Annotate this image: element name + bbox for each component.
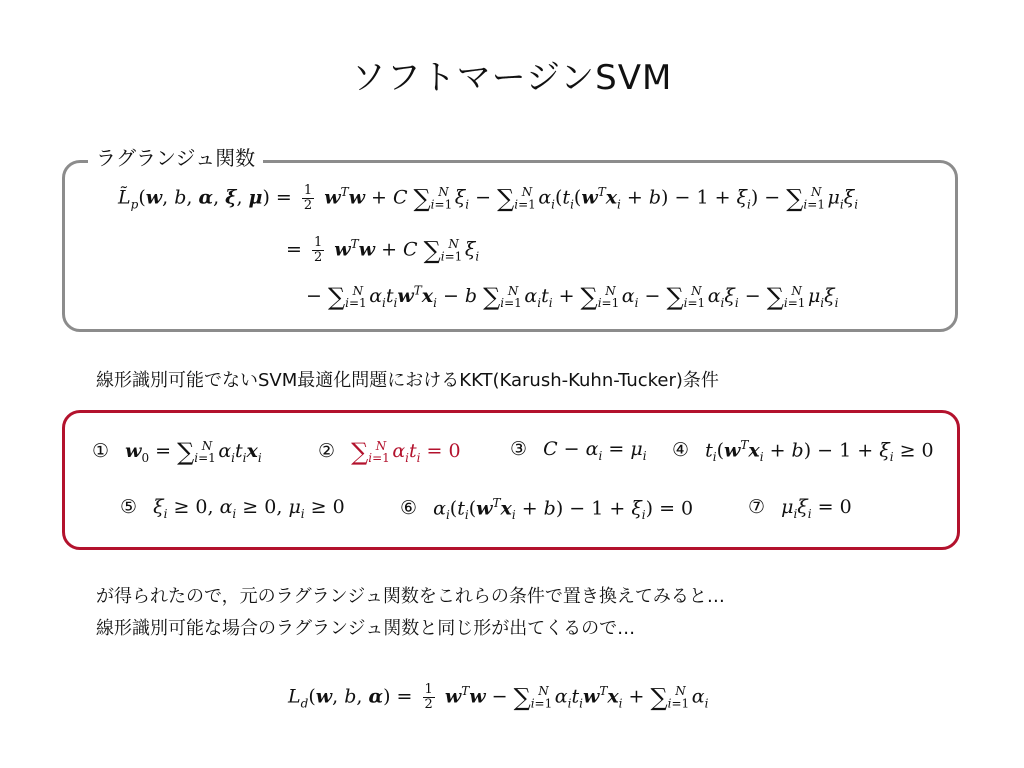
lagrange-equation-line-3: − $\sum_{i=1}^N$ $\alpha_it_iw^Tx_i - b$ $\sum_{i=1}^N$ $\alpha_it_i + \sum_{i=1}^N$ $\alpha_i - \sum_{i=1}^N$ $\alpha_i\xi_i - \sum_{i=1}^N$ $\mu_i\xi_i$ (306, 283, 839, 311)
kkt-heading: 線形識別可能でないSVM最適化問題におけるKKT(Karush-Kuhn-Tucker)条件 (96, 370, 719, 391)
lagrange-function-label: ラグランジュ関数 (88, 142, 263, 171)
lagrange-equation-line-1: $L̃_p(w$, b, α, ξ, μ) = $\frac{1}{2}$ $w^Tw + C$ $\sum_{i=1}^N$ $\xi_i - \sum_{i=1}^N$ $\alpha_i(t_i(w^Tx_i + b) - 1 + \xi_i) - \sum_{i=1}^N$ $\mu_i\xi_i$ (118, 183, 859, 213)
kkt-condition-5: ⑤ $\xi_i \ge 0$, $\alpha_i \ge 0$, $\mu_i \ge 0$ (120, 496, 345, 521)
condition-marker: ⑤ (120, 496, 138, 518)
kkt-condition-3: ③ $C - \alpha_i = \mu_i$ (510, 438, 647, 463)
kkt-conditions-box (62, 410, 960, 550)
kkt-condition-7: ⑦ $\mu_i\xi_i = 0$ (748, 496, 852, 521)
kkt-condition-1: ① $w_0 = \sum_{i=1}^N$ $\alpha_it_ix_i$ (92, 438, 262, 466)
condition-marker: ③ (510, 438, 528, 460)
condition-marker: ④ (672, 439, 690, 462)
condition-marker: ⑦ (748, 496, 766, 518)
dual-lagrangian-formula: $L_d(w$, b, α) = $\frac{1}{2}$ $w^Tw - \sum_{i=1}^N$ $\alpha_it_iw^Tx_i + \sum_{i=1}^N$ $\alpha_i$ (288, 682, 709, 712)
explanation-line-2: 線形識別可能な場合のラグランジュ関数と同じ形が出てくるので… (96, 618, 636, 639)
lagrange-equation-line-2: = $\frac{1}{2}$ $w^Tw + C$ $\sum_{i=1}^N$ $\xi_i$ (286, 235, 480, 265)
kkt-condition-6: ⑥ $\alpha_i(t_i(w^Tx_i + b) - 1 + \xi_i) = 0$ (400, 496, 694, 523)
kkt-condition-2: ② $\sum_{i=1}^N$ $\alpha_it_i = 0$ (318, 438, 461, 466)
condition-marker: ① (92, 440, 110, 462)
condition-marker: ⑥ (400, 497, 418, 520)
page-title: ソフトマージンSVM (351, 58, 673, 98)
explanation-line-1: が得られたので，元のラグランジュ関数をこれらの条件で置き換えてみると… (96, 586, 725, 607)
condition-marker: ② (318, 440, 336, 462)
kkt-condition-4: ④ $t_i(w^Tx_i + b) - 1 + \xi_i \ge 0$ (672, 438, 934, 465)
